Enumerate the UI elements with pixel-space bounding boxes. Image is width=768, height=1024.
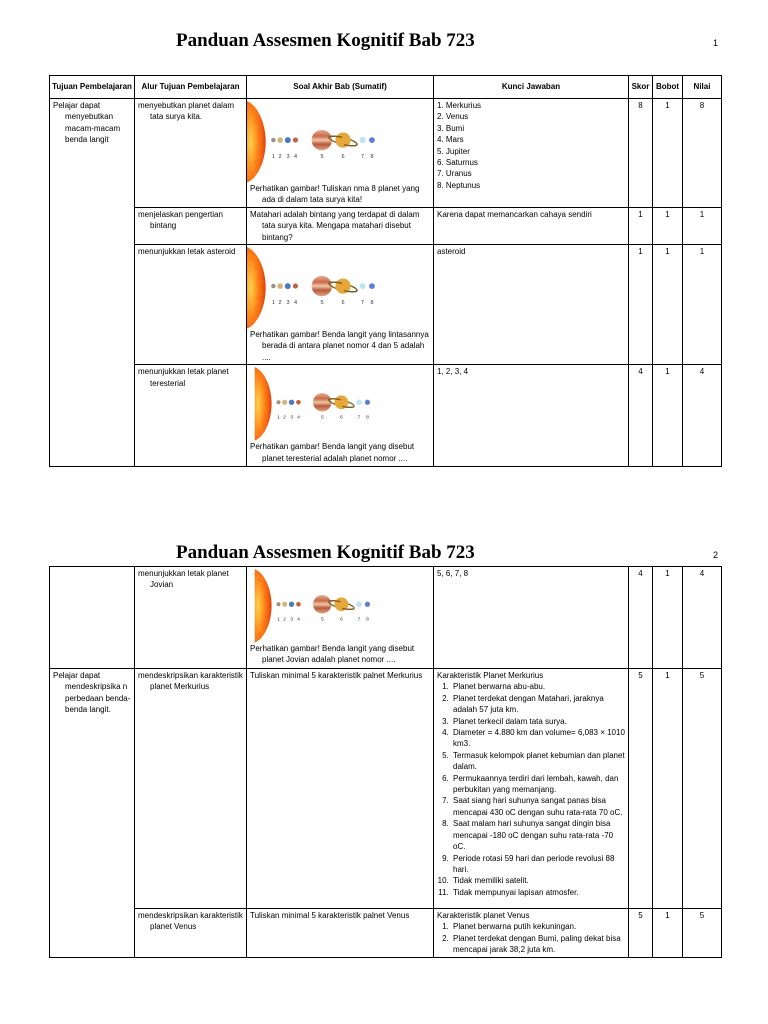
planet-label-2: 2 bbox=[278, 300, 282, 307]
cell-bobot: 1 bbox=[653, 567, 683, 669]
cell-soal bbox=[247, 365, 434, 467]
assessment-table bbox=[49, 75, 722, 467]
planet-label-2: 2 bbox=[283, 415, 286, 421]
planet-label-3: 3 bbox=[286, 154, 290, 160]
cell-alur bbox=[135, 669, 247, 909]
table-row bbox=[50, 99, 722, 208]
cell-skor: 1 bbox=[629, 245, 653, 365]
alur-text: menunjukkan letak planet Jovian bbox=[138, 569, 229, 590]
list-item: 9. Periode rotasi 59 hari dan periode revolusi 88 hari. bbox=[451, 853, 625, 876]
cell-bobot: 1 bbox=[653, 909, 683, 958]
answer-list bbox=[437, 681, 625, 898]
list-item: 10. Tidak memiliki satelit. bbox=[451, 875, 625, 886]
alur-text: menyebutkan planet dalam tata surya kita. bbox=[138, 101, 235, 122]
planet-number-labels bbox=[277, 415, 369, 421]
list-item: 3. Planet terkecil dalam tata surya. bbox=[451, 716, 625, 727]
cell-kunci bbox=[434, 207, 629, 244]
answer-line: 1. Merkurius bbox=[437, 101, 482, 110]
planet-number-labels bbox=[272, 154, 374, 160]
alur-text: mendeskripsikan karakteristik planet Venus bbox=[138, 911, 243, 932]
cell-tujuan bbox=[50, 99, 135, 467]
planet-label-7: 7 bbox=[357, 415, 361, 421]
cell-nilai: 8 bbox=[683, 99, 722, 208]
page-number: 1 bbox=[713, 38, 719, 48]
answer-line: asteroid bbox=[437, 247, 466, 257]
cell-soal bbox=[247, 245, 434, 365]
table-row bbox=[50, 909, 722, 958]
planet-label-6: 6 bbox=[341, 154, 345, 160]
planet-label-5: 5 bbox=[321, 415, 324, 421]
table-row bbox=[50, 669, 722, 909]
planet-label-1: 1 bbox=[277, 415, 281, 421]
cell-alur bbox=[135, 99, 247, 208]
cell-alur bbox=[135, 365, 247, 467]
cell-soal bbox=[247, 909, 434, 958]
page-title: Panduan Assesmen Kognitif Bab 723 bbox=[176, 30, 475, 51]
alur-text: menunjukkan letak planet teresterial bbox=[138, 367, 229, 388]
planet-label-8: 8 bbox=[370, 300, 374, 307]
cell-alur bbox=[135, 207, 247, 244]
planet-number-labels bbox=[272, 300, 374, 306]
planet-label-6: 6 bbox=[339, 617, 343, 623]
cell-tujuan bbox=[50, 669, 135, 958]
list-item: 2. Planet terdekat dengan Matahari, jaraknya adalah 57 juta km. bbox=[451, 693, 625, 716]
cell-nilai: 4 bbox=[683, 365, 722, 467]
cell-kunci bbox=[434, 365, 629, 467]
answer-line: 3. Bumi bbox=[437, 123, 465, 133]
solar-system-image bbox=[247, 101, 405, 183]
list-item: 4. Diameter = 4.880 km dan volume= 6,083 × 1010 km3. bbox=[451, 727, 625, 750]
list-item: 6. Permukaannya terdiri dari lembah, kawah, dan perbukitan yang memanjang. bbox=[451, 773, 625, 796]
cell-bobot: 1 bbox=[653, 99, 683, 208]
soal-text: Tuliskan minimal 5 karakteristik palnet Venus bbox=[250, 911, 410, 920]
soal-text: Perhatikan gambar! Benda langit yang disebut planet Jovian adalah planet nomor .... bbox=[250, 644, 415, 665]
cell-bobot: 1 bbox=[653, 669, 683, 909]
answer-line: 5, 6, 7, 8 bbox=[437, 569, 469, 578]
alur-text: menjelaskan pengertian bintang bbox=[138, 209, 223, 231]
cell-bobot: 1 bbox=[653, 365, 683, 467]
cell-alur bbox=[135, 245, 247, 365]
answer-line: 7. Uranus bbox=[437, 169, 472, 179]
list-item: 5. Termasuk kelompok planet kebumian dan planet dalam. bbox=[451, 750, 625, 773]
cell-tujuan bbox=[50, 567, 135, 669]
table-row bbox=[50, 245, 722, 365]
cell-kunci bbox=[434, 245, 629, 365]
planet-label-2: 2 bbox=[278, 154, 282, 160]
cell-skor: 8 bbox=[629, 99, 653, 208]
cell-soal bbox=[247, 567, 434, 669]
alur-text: mendeskripsikan karakteristik planet Merkurius bbox=[138, 671, 243, 692]
planet-number-labels bbox=[277, 616, 369, 622]
header-nilai: Nilai bbox=[683, 76, 722, 99]
table-header-row bbox=[50, 76, 722, 99]
cell-alur bbox=[135, 909, 247, 958]
table-row bbox=[50, 567, 722, 669]
header-soal: Soal Akhir Bab (Sumatif) bbox=[247, 76, 434, 99]
soal-text: Perhatikan gambar! Benda langit yang lintasannya berada di antara planet nomor 4 dan 5 adalah .... bbox=[250, 330, 429, 362]
list-item: 11. Tidak mempunyai lapisan atmosfer. bbox=[451, 887, 625, 898]
list-item: 8. Saat malam hari suhunya sangat dingin bisa mencapai -180 oC dengan suhu rata-rata -70 oC. bbox=[451, 818, 625, 852]
soal-text: Tuliskan minimal 5 karakteristik palnet Merkurius bbox=[250, 671, 423, 680]
cell-skor: 5 bbox=[629, 909, 653, 958]
header-kunci: Kunci Jawaban bbox=[434, 76, 629, 99]
cell-bobot: 1 bbox=[653, 207, 683, 244]
answer-line: 5. Jupiter bbox=[437, 146, 470, 156]
planet-label-7: 7 bbox=[360, 154, 365, 160]
tujuan-text: Pelajar dapat mendeskripsika n perbedaan benda-benda langit. bbox=[53, 671, 131, 715]
list-item: 1. Planet berwarna putih kekuningan. bbox=[451, 921, 625, 932]
list-item: 1. Planet berwarna abu-abu. bbox=[451, 681, 625, 692]
planet-label-1: 1 bbox=[271, 154, 276, 160]
answer-title: Karakteristik Planet Merkurius bbox=[437, 671, 544, 680]
answer-line: 2. Venus bbox=[437, 112, 469, 122]
solar-system-image bbox=[247, 569, 405, 643]
planet-label-7: 7 bbox=[357, 617, 361, 623]
planet-label-6: 6 bbox=[341, 300, 345, 307]
table-row bbox=[50, 207, 722, 244]
cell-skor: 1 bbox=[629, 207, 653, 244]
page-1 bbox=[0, 0, 768, 500]
cell-kunci bbox=[434, 567, 629, 669]
cell-nilai: 1 bbox=[683, 245, 722, 365]
page-2 bbox=[0, 512, 768, 1012]
header-bobot: Bobot bbox=[653, 76, 683, 99]
list-item: 2. Planet terdekat dengan Bumi, paling dekat bisa mencapai jarak 38,2 juta km. bbox=[451, 933, 625, 956]
planet-label-5: 5 bbox=[320, 300, 324, 307]
cell-nilai: 1 bbox=[683, 207, 722, 244]
planet-label-3: 3 bbox=[290, 617, 294, 623]
planet-label-8: 8 bbox=[370, 154, 374, 160]
cell-nilai: 5 bbox=[683, 669, 722, 909]
cell-soal bbox=[247, 669, 434, 909]
header-tujuan: Tujuan Pembelajaran bbox=[50, 76, 135, 99]
cell-nilai: 5 bbox=[683, 909, 722, 958]
planet-label-8: 8 bbox=[366, 617, 369, 623]
answer-list bbox=[437, 921, 625, 955]
planet-label-1: 1 bbox=[277, 617, 281, 623]
planet-label-6: 6 bbox=[339, 415, 343, 421]
answer-line: 6. Saturnus bbox=[437, 158, 478, 168]
cell-bobot: 1 bbox=[653, 245, 683, 365]
page-number: 2 bbox=[713, 550, 719, 560]
cell-skor: 4 bbox=[629, 365, 653, 467]
list-item: 7. Saat siang hari suhunya sangat panas bisa mencapai 430 oC dengan suhu rata-rata 70 oC. bbox=[451, 795, 625, 818]
cell-kunci bbox=[434, 99, 629, 208]
answer-line: Karena dapat memancarkan cahaya sendiri bbox=[437, 209, 592, 219]
planet-label-3: 3 bbox=[286, 300, 290, 307]
planet-label-4: 4 bbox=[293, 154, 298, 160]
cell-nilai: 4 bbox=[683, 567, 722, 669]
planet-label-5: 5 bbox=[321, 617, 324, 623]
header-alur: Alur Tujuan Pembelajaran bbox=[135, 76, 247, 99]
table-row bbox=[50, 365, 722, 467]
planet-label-3: 3 bbox=[290, 415, 294, 421]
answer-title: Karakteristik planet Venus bbox=[437, 911, 530, 920]
answer-line: 4. Mars bbox=[437, 135, 464, 145]
cell-kunci bbox=[434, 909, 629, 958]
soal-text: Perhatikan gambar! Tuliskan nma 8 planet yang ada di dalam tata surya kita! bbox=[250, 184, 420, 205]
planet-label-2: 2 bbox=[283, 617, 286, 623]
header-skor: Skor bbox=[629, 76, 653, 99]
alur-text: menunjukkan letak asteroid bbox=[138, 247, 236, 257]
cell-soal bbox=[247, 207, 434, 244]
cell-skor: 4 bbox=[629, 567, 653, 669]
planet-label-8: 8 bbox=[366, 415, 369, 421]
cell-kunci bbox=[434, 669, 629, 909]
page-title: Panduan Assesmen Kognitif Bab 723 bbox=[176, 542, 475, 563]
tujuan-text: Pelajar dapat menyebutkan macam-macam benda langit bbox=[53, 101, 121, 145]
cell-skor: 5 bbox=[629, 669, 653, 909]
solar-system-image bbox=[247, 247, 405, 329]
soal-text: Perhatikan gambar! Benda langit yang disebut planet teresterial adalah planet nomor .... bbox=[250, 442, 415, 463]
solar-system-image bbox=[247, 367, 405, 441]
answer-line: 1, 2, 3, 4 bbox=[437, 367, 469, 377]
planet-label-4: 4 bbox=[297, 415, 300, 421]
planet-label-7: 7 bbox=[360, 300, 365, 307]
planet-label-1: 1 bbox=[271, 300, 276, 307]
cell-soal bbox=[247, 99, 434, 208]
soal-text: Matahari adalah bintang yang terdapat di dalam tata surya kita. Mengapa matahari disebut bintang? bbox=[250, 209, 420, 242]
planet-label-4: 4 bbox=[297, 617, 300, 623]
planet-label-4: 4 bbox=[293, 300, 298, 307]
assessment-table bbox=[49, 566, 722, 958]
answer-line: 8. Neptunus bbox=[437, 180, 481, 190]
planet-label-5: 5 bbox=[320, 154, 324, 160]
cell-alur bbox=[135, 567, 247, 669]
